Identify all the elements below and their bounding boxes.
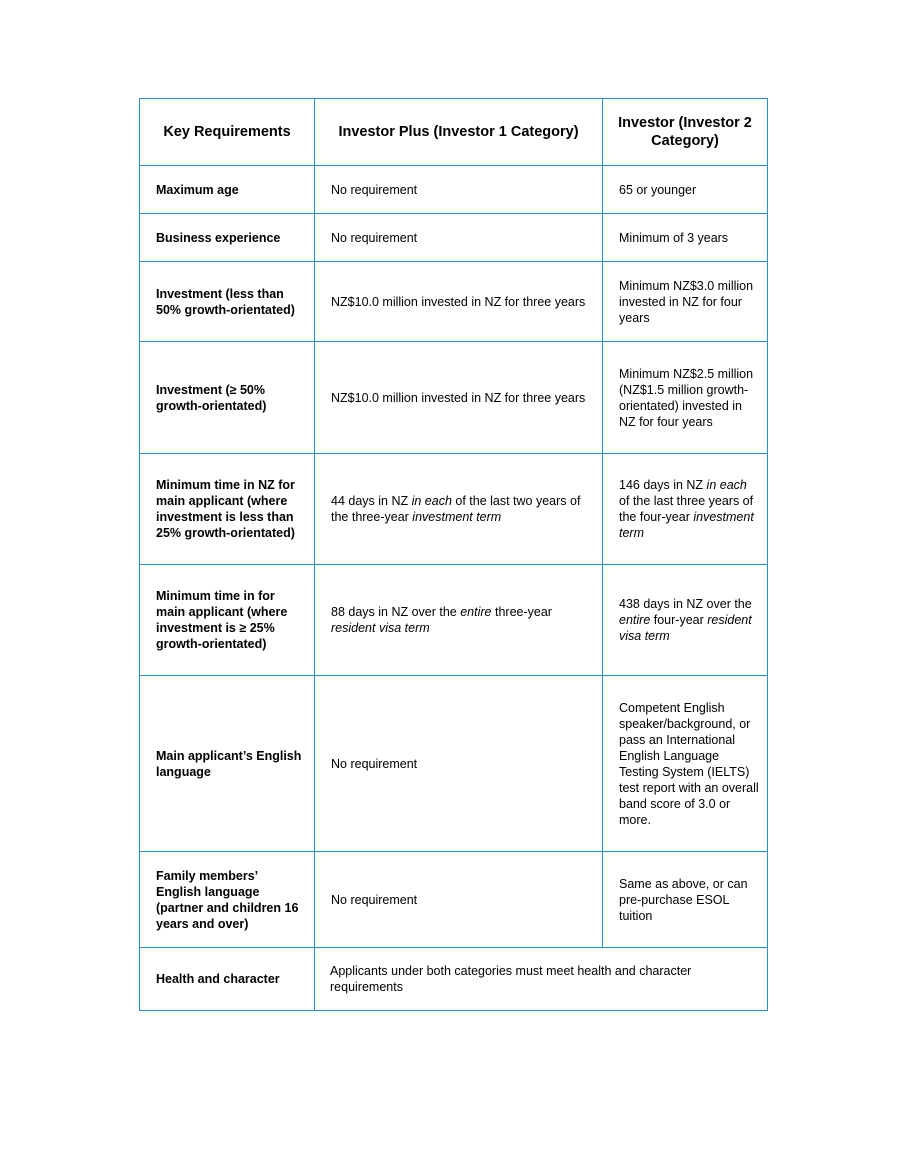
investor-plus-cell: NZ$10.0 million invested in NZ for three years	[315, 262, 603, 342]
text-emphasis: in each	[411, 494, 452, 508]
investor-cell: 65 or younger	[603, 166, 768, 214]
text-emphasis: resident visa term	[619, 613, 752, 643]
text-emphasis: investment term	[619, 510, 754, 540]
table-row-family-english	[140, 852, 768, 948]
row-label: Minimum time in for main applicant (where investment is ≥ 25% growth-orientated)	[140, 565, 315, 676]
table-row-min-time-lt25	[140, 454, 768, 565]
row-label: Health and character	[140, 948, 315, 1011]
text-part: of the last two years of the three-year	[331, 494, 581, 524]
row-label: Minimum time in NZ for main applicant (where investment is less than 25% growth-orientated)	[140, 454, 315, 565]
investor-plus-cell	[315, 565, 603, 676]
row-label: Main applicant’s English language	[140, 676, 315, 852]
table-row-maximum-age	[140, 166, 768, 214]
table-row-business-experience	[140, 214, 768, 262]
table-header-row	[140, 99, 768, 166]
row-label: Investment (≥ 50% growth-orientated)	[140, 342, 315, 454]
row-label: Maximum age	[140, 166, 315, 214]
text-part: 88 days in NZ over the	[331, 605, 461, 619]
investor-plus-cell: NZ$10.0 million invested in NZ for three years	[315, 342, 603, 454]
table-row-min-time-ge25	[140, 565, 768, 676]
text-emphasis: entire	[619, 613, 651, 627]
investor-cell: Minimum NZ$3.0 million invested in NZ for four years	[603, 262, 768, 342]
row-label: Business experience	[140, 214, 315, 262]
table-row-investment-lt50	[140, 262, 768, 342]
investor-plus-cell: No requirement	[315, 852, 603, 948]
investor-cell	[603, 454, 768, 565]
investor-plus-cell: No requirement	[315, 166, 603, 214]
table-row-health-character	[140, 948, 768, 1011]
table-row-investment-ge50	[140, 342, 768, 454]
table-row-main-applicant-english	[140, 676, 768, 852]
investor-plus-cell: No requirement	[315, 676, 603, 852]
text-emphasis: investment term	[412, 510, 502, 524]
investor-cell: Same as above, or can pre-purchase ESOL tuition	[603, 852, 768, 948]
header-key-requirements: Key Requirements	[140, 99, 315, 166]
text-part: 44 days in NZ	[331, 494, 412, 508]
text-part: 146 days in NZ	[619, 478, 707, 492]
header-investor-plus: Investor Plus (Investor 1 Category)	[315, 99, 603, 166]
text-part: three-year	[491, 605, 552, 619]
requirements-table	[139, 98, 768, 1011]
text-part: of the last three years of the four-year	[619, 494, 754, 524]
investor-cell: Minimum NZ$2.5 million (NZ$1.5 million growth-orientated) invested in NZ for four years	[603, 342, 768, 454]
both-categories-cell: Applicants under both categories must meet health and character requirements	[315, 948, 768, 1011]
investor-cell: Minimum of 3 years	[603, 214, 768, 262]
investor-plus-cell	[315, 454, 603, 565]
investor-cell	[603, 565, 768, 676]
text-emphasis: resident visa term	[331, 621, 430, 635]
investor-plus-cell: No requirement	[315, 214, 603, 262]
text-part: four-year	[650, 613, 708, 627]
investor-cell: Competent English speaker/background, or pass an International English Language Testing System (IELTS) test report with an overall band score of 3.0 or more.	[603, 676, 768, 852]
row-label: Family members’ English language (partner and children 16 years and over)	[140, 852, 315, 948]
text-emphasis: in each	[706, 478, 747, 492]
row-label: Investment (less than 50% growth-orientated)	[140, 262, 315, 342]
text-part: 438 days in NZ over the	[619, 597, 752, 611]
header-investor: Investor (Investor 2 Category)	[603, 99, 768, 166]
text-emphasis: entire	[460, 605, 492, 619]
